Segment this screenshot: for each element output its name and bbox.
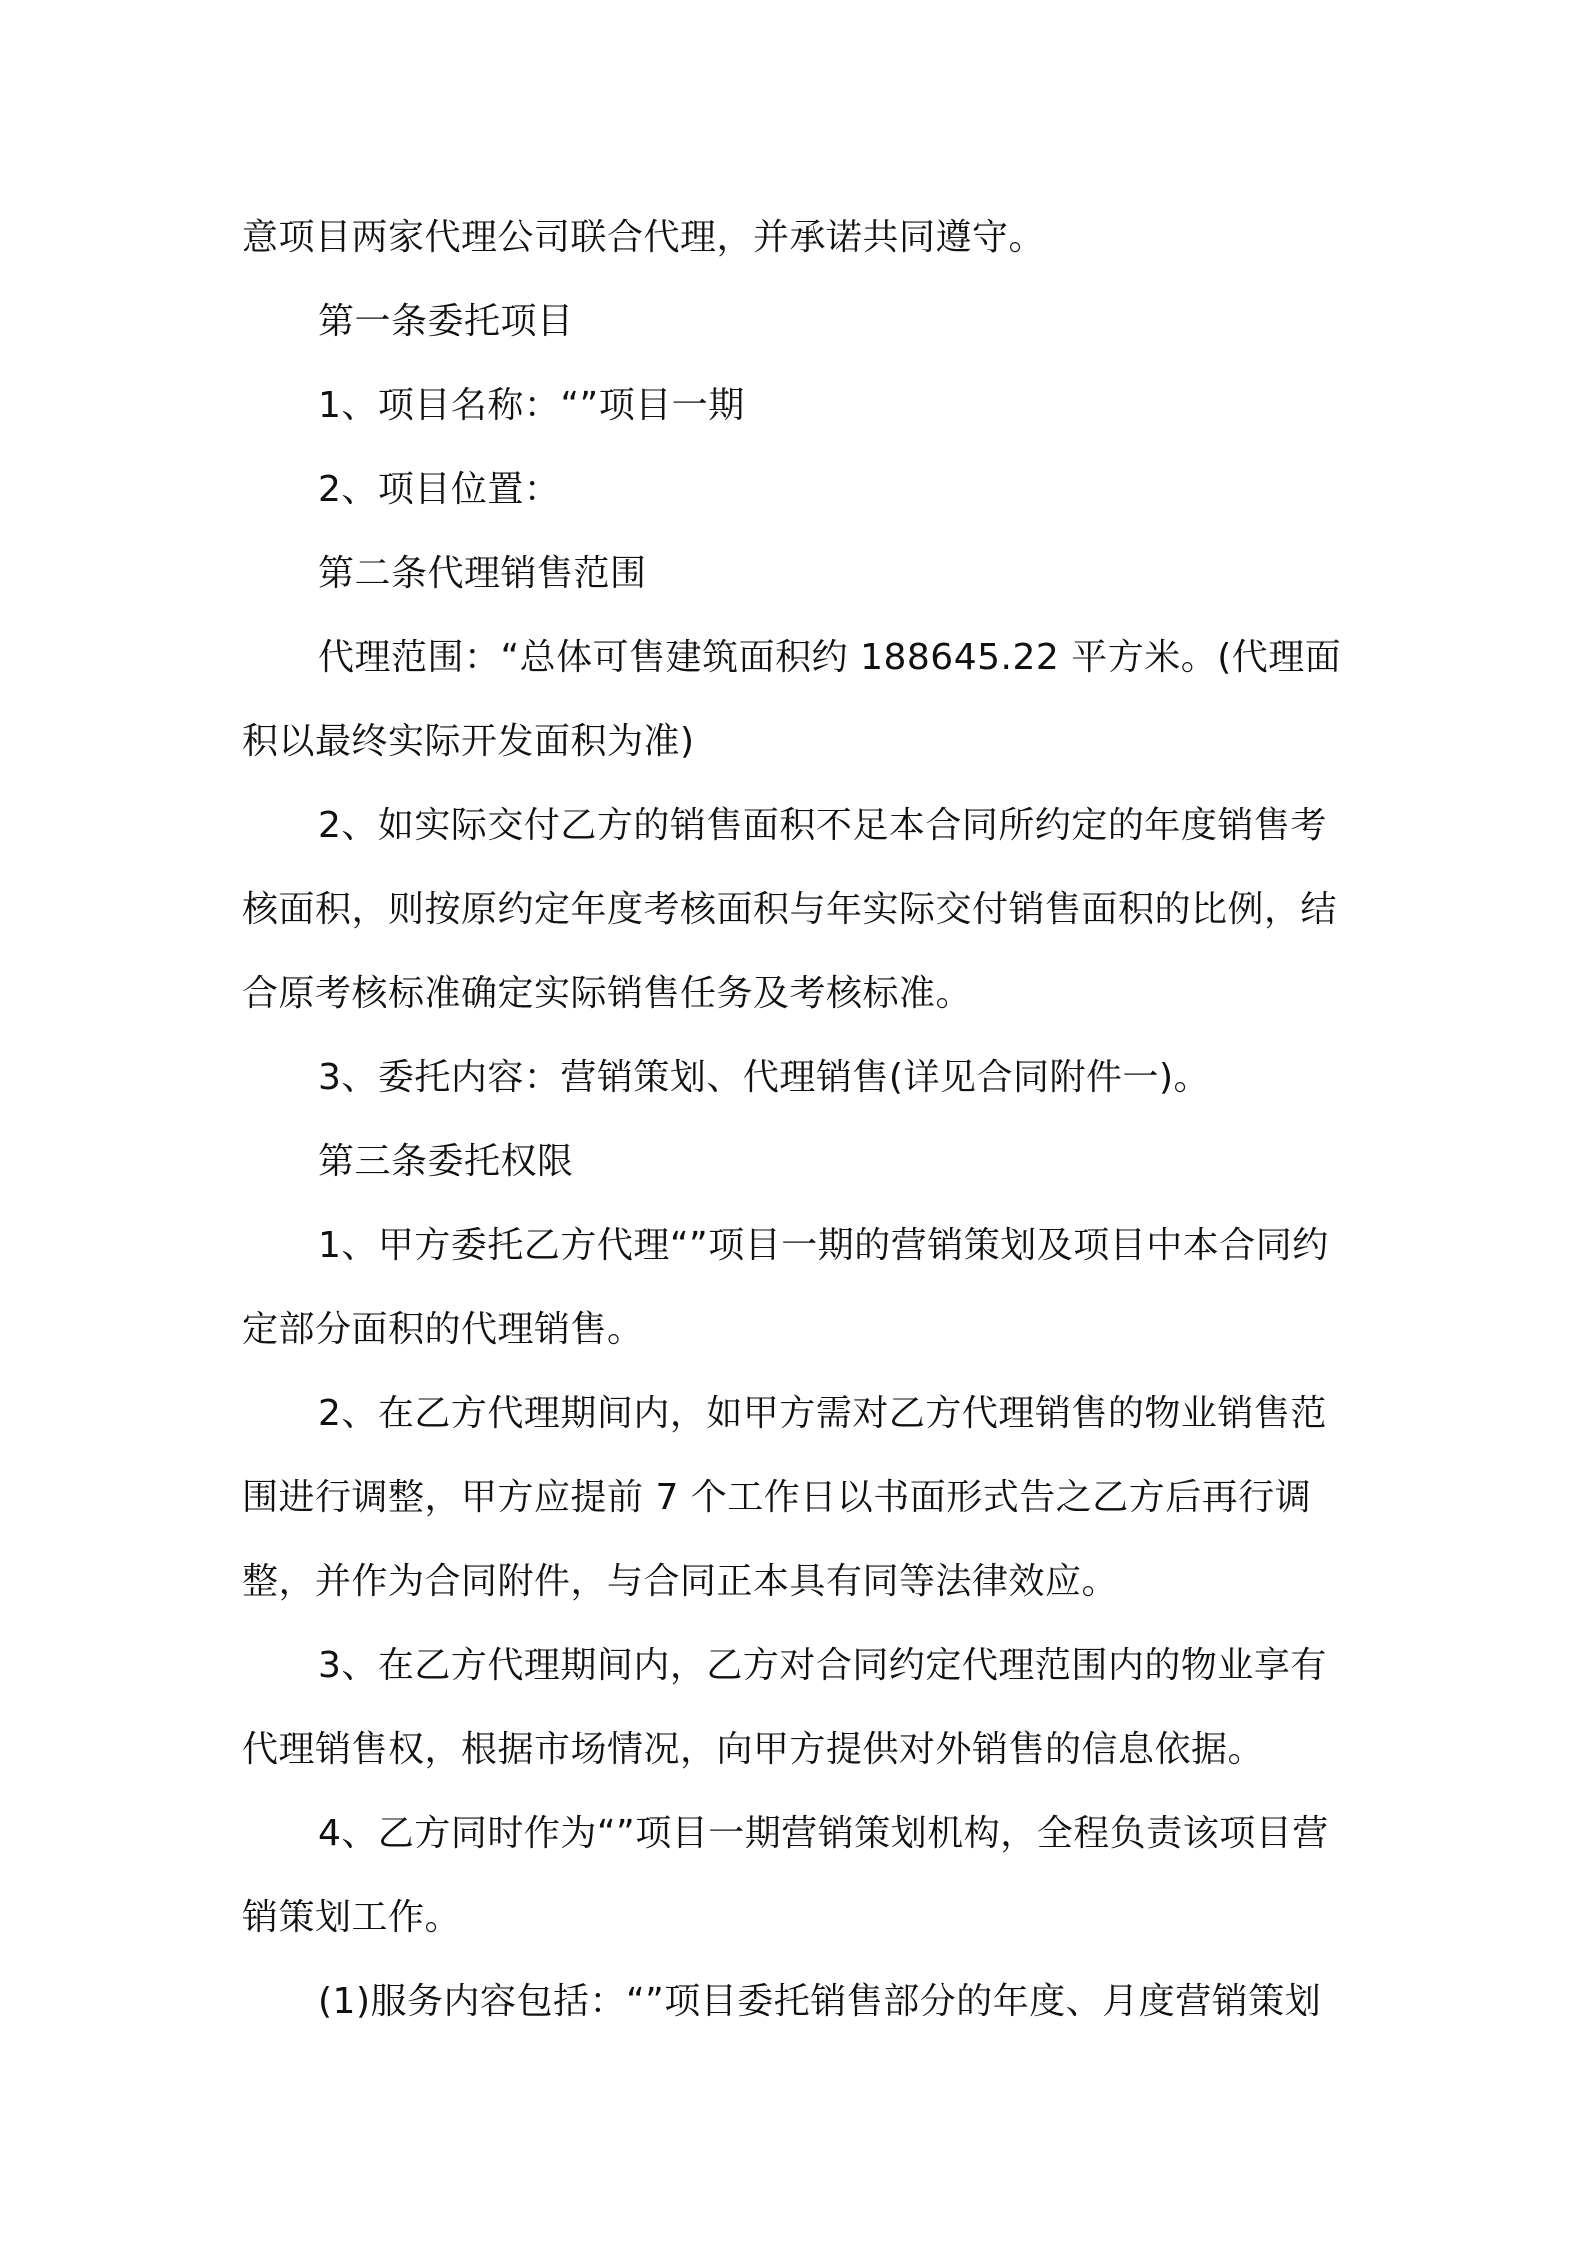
heading-article-3: 第三条委托权限 — [318, 1141, 574, 1182]
heading-article-1: 第一条委托项目 — [318, 301, 574, 342]
paragraph-area-shortfall: 2、如实际交付乙方的销售面积不足本合同所约定的年度销售考核面积，则按原约定年度考核面积与年实际交付销售面积的比例，结合原考核标准确定实际销售任务及考核标准。 — [242, 805, 1338, 1014]
paragraph-continuation: 意项目两家代理公司联合代理，并承诺共同遵守。 — [242, 217, 1046, 258]
paragraph-authority-4: 4、乙方同时作为“”项目一期营销策划机构，全程负责该项目营销策划工作。 — [242, 1813, 1329, 1938]
paragraph-authority-1: 1、甲方委托乙方代理“”项目一期的营销策划及项目中本合同约定部分面积的代理销售。 — [242, 1225, 1329, 1350]
paragraph-entrusted-content: 3、委托内容：营销策划、代理销售(详见合同附件一)。 — [318, 1057, 1210, 1098]
paragraph-agency-scope: 代理范围：“总体可售建筑面积约 188645.22 平方米。(代理面积以最终实际开发面积为准) — [242, 637, 1342, 762]
paragraph-project-location: 2、项目位置： — [318, 469, 561, 510]
paragraph-authority-2: 2、在乙方代理期间内，如甲方需对乙方代理销售的物业销售范围进行调整，甲方应提前 7 个工作日以书面形式告之乙方后再行调整，并作为合同附件，与合同正本具有同等法律效应。 — [242, 1393, 1327, 1602]
paragraph-authority-3: 3、在乙方代理期间内，乙方对合同约定代理范围内的物业享有代理销售权，根据市场情况，向甲方提供对外销售的信息依据。 — [242, 1645, 1327, 1770]
paragraph-service-content: (1)服务内容包括：“”项目委托销售部分的年度、月度营销策划 — [318, 1981, 1322, 2022]
heading-article-2: 第二条代理销售范围 — [318, 553, 647, 594]
document-body — [242, 196, 1362, 2044]
paragraph-project-name: 1、项目名称：“”项目一期 — [318, 385, 745, 426]
